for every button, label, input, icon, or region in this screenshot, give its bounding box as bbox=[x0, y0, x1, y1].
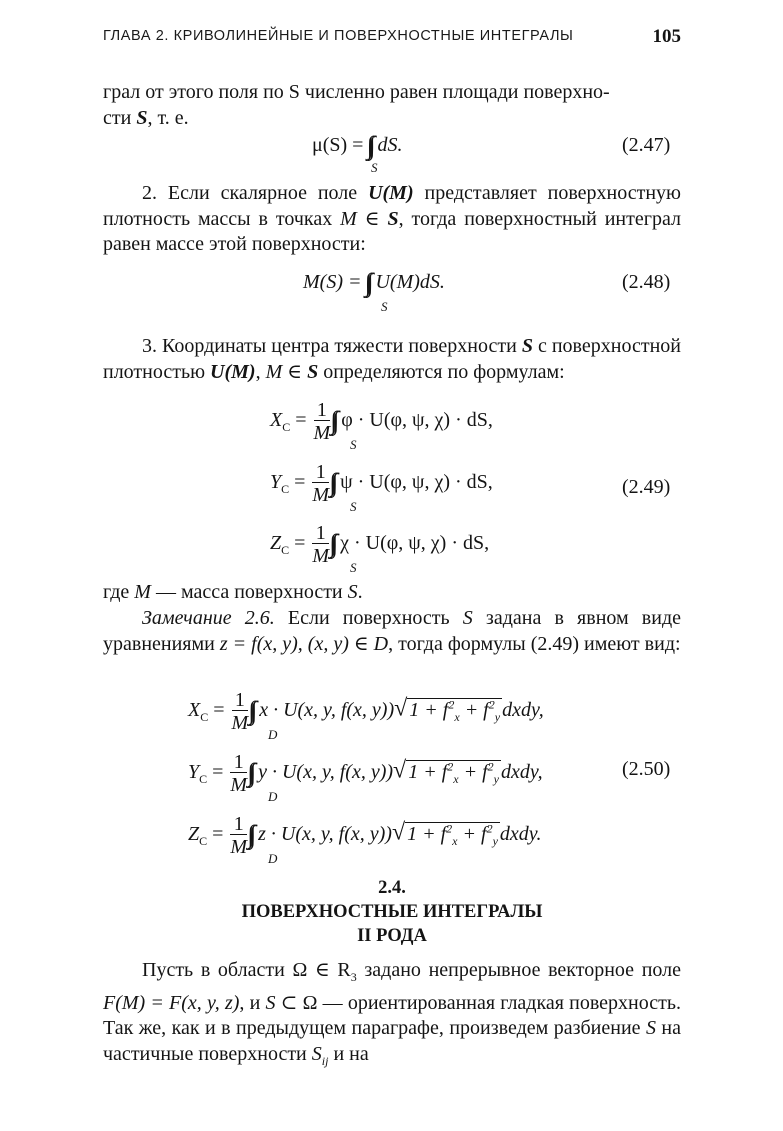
equation-2-50-xc: $X_C$ = $\frac{1}{M}$ x · U(x, y, f(x, y))√ $1 + f^2_x + f^2_y$ dxdy, bbox=[188, 689, 544, 734]
math-symbol: M bbox=[340, 207, 357, 230]
fraction-denominator: M bbox=[231, 712, 249, 734]
subscript: C bbox=[199, 834, 208, 849]
fraction-denominator: M bbox=[312, 545, 330, 567]
subscript: C bbox=[281, 543, 290, 558]
text-fragment: сти bbox=[103, 106, 137, 129]
section-heading bbox=[103, 876, 681, 948]
text-fragment: определяются по формулам: bbox=[318, 360, 565, 383]
inline-equation: F(M) = F(x, y, z) bbox=[103, 991, 240, 1014]
subscript: C bbox=[200, 710, 209, 725]
equation-lhs: Y bbox=[188, 761, 200, 784]
equation-number: (2.50) bbox=[622, 758, 671, 780]
math-symbol: S bbox=[311, 1042, 322, 1065]
radicand-text: 1 + f bbox=[407, 823, 447, 846]
square-root bbox=[393, 754, 501, 791]
equation-lhs: Z bbox=[188, 823, 200, 846]
fraction-numerator: 1 bbox=[312, 462, 329, 483]
paragraph-where bbox=[103, 580, 681, 606]
equation-tail: dxdy, bbox=[500, 761, 543, 784]
radicand-text: + f bbox=[457, 823, 487, 846]
paragraph-intro bbox=[103, 80, 681, 131]
math-symbol: S bbox=[462, 607, 473, 629]
equation-lhs: μ(S) = bbox=[312, 134, 369, 156]
equation-number: (2.49) bbox=[622, 476, 671, 498]
equation-2-49-yc: $Y_C$ = $\frac{1}{M}$ ψ · U(φ, ψ, χ) · dS, bbox=[270, 461, 493, 506]
integral-domain: S bbox=[350, 437, 357, 452]
superscript: 2 bbox=[447, 759, 454, 774]
integral-domain: D bbox=[268, 789, 278, 804]
radical-sign: √ bbox=[391, 820, 406, 847]
equation-number: (2.47) bbox=[622, 134, 671, 156]
math-symbol: M bbox=[134, 581, 151, 603]
integral-domain: D bbox=[268, 851, 278, 866]
fraction-numerator: 1 bbox=[314, 400, 331, 421]
radical-sign: √ bbox=[394, 696, 408, 723]
fraction bbox=[312, 523, 329, 566]
double-integral-sign bbox=[249, 758, 258, 787]
subscript: x bbox=[453, 772, 459, 787]
text-fragment: , т. е. bbox=[147, 106, 189, 129]
text-fragment: Пусть в области bbox=[142, 959, 293, 981]
fraction bbox=[232, 690, 249, 733]
paragraph-second-kind bbox=[103, 958, 681, 1074]
double-integral-sign bbox=[331, 468, 340, 497]
math-symbol: S bbox=[521, 335, 533, 357]
radicand bbox=[407, 697, 502, 725]
paragraph-mass bbox=[103, 181, 681, 258]
section-title: ПОВЕРХНОСТНЫЕ ИНТЕГРАЛЫ bbox=[241, 902, 543, 922]
equation-2-47 bbox=[312, 133, 402, 158]
equation-2-50-yc: $Y_C$ = $\frac{1}{M}$ y · U(x, y, f(x, y))√ $1 + f^2_x + f^2_y$ dxdy, bbox=[188, 751, 543, 796]
math-symbol: ⊂ Ω bbox=[275, 991, 318, 1014]
superscript: 2 bbox=[486, 821, 493, 836]
text-fragment: представляет поверхностную плотность массы в точках bbox=[103, 182, 682, 230]
superscript: 2 bbox=[487, 759, 494, 774]
radicand-text: 1 + f bbox=[409, 699, 449, 722]
text-fragment: на частичные поверхности bbox=[103, 1017, 681, 1065]
math-symbol: S bbox=[387, 207, 399, 230]
math-symbol: S bbox=[347, 581, 358, 603]
fraction-numerator: 1 bbox=[230, 752, 247, 773]
radicand-text: 1 + f bbox=[408, 761, 448, 784]
fraction-numerator: 1 bbox=[230, 814, 247, 835]
fraction-denominator: M bbox=[230, 774, 248, 796]
page-header bbox=[103, 26, 681, 50]
superscript: 2 bbox=[488, 697, 495, 712]
text-fragment: . bbox=[357, 581, 363, 603]
text-fragment: — масса поверхности bbox=[150, 581, 348, 603]
double-integral-sign bbox=[250, 696, 259, 725]
subscript: C bbox=[281, 482, 290, 497]
equation-body: · U(x, y, f(x, y)) bbox=[268, 699, 395, 722]
equation-2-50-zc: $Z_C$ = $\frac{1}{M}$ z · U(x, y, f(x, y))√ $1 + f^2_x + f^2_y$ dxdy. bbox=[188, 813, 542, 858]
equation-tail: dxdy, bbox=[502, 699, 544, 722]
remark-label: Замечание 2.6. bbox=[142, 607, 275, 629]
equation-lhs: Y bbox=[270, 471, 282, 494]
equation-body: φ · U(φ, ψ, χ) · dS, bbox=[341, 409, 493, 432]
subscript: ij bbox=[321, 1053, 329, 1068]
math-symbol: M bbox=[265, 360, 283, 383]
math-symbol: x bbox=[259, 699, 269, 722]
integral-domain: S bbox=[350, 499, 357, 514]
equation-body: · U(x, y, f(x, y)) bbox=[265, 823, 392, 846]
fraction bbox=[314, 400, 331, 443]
fraction bbox=[312, 462, 329, 505]
equation-tail: dxdy. bbox=[499, 823, 542, 846]
math-symbol: Ω ∈ R bbox=[292, 959, 351, 981]
equation-body: U(M)dS. bbox=[375, 271, 445, 293]
text-fragment: Если поверхность bbox=[274, 607, 463, 629]
subscript: y bbox=[493, 772, 499, 787]
integral-domain: D bbox=[268, 727, 278, 742]
fraction bbox=[230, 752, 247, 795]
section-number: 2.4. bbox=[378, 878, 406, 898]
fraction-denominator: M bbox=[312, 484, 330, 506]
equation-lhs: M(S) = bbox=[303, 271, 367, 293]
equation-body: dS. bbox=[377, 134, 403, 156]
paragraph-center-of-mass bbox=[103, 334, 681, 385]
integral-domain: S bbox=[381, 299, 388, 314]
double-integral-sign bbox=[332, 406, 341, 435]
text-fragment: 3. Координаты центра тяжести поверхности bbox=[142, 335, 522, 357]
page-number: 105 bbox=[652, 26, 681, 47]
text-fragment: и на bbox=[328, 1042, 369, 1065]
math-symbol: S bbox=[265, 991, 276, 1014]
square-root bbox=[394, 692, 502, 729]
subscript: x bbox=[454, 710, 460, 725]
subscript: 3 bbox=[350, 970, 357, 984]
math-symbol: z bbox=[258, 823, 266, 846]
text-fragment: , bbox=[255, 360, 266, 383]
superscript: 2 bbox=[446, 821, 453, 836]
radicand-text: + f bbox=[459, 699, 489, 722]
math-symbol: y bbox=[258, 761, 267, 784]
paragraph-remark bbox=[103, 606, 681, 657]
equation-lhs: X bbox=[188, 699, 201, 722]
text-fragment: где bbox=[103, 581, 135, 603]
fraction-denominator: M bbox=[313, 422, 331, 444]
section-title: II РОДА bbox=[357, 926, 427, 946]
fraction-denominator: M bbox=[230, 836, 248, 858]
text-fragment: , и bbox=[239, 991, 266, 1014]
equation-2-49-zc: $Z_C$ = $\frac{1}{M}$ χ · U(φ, ψ, χ) · dS, bbox=[270, 522, 490, 567]
radicand bbox=[405, 821, 500, 849]
equation-body: χ · U(φ, ψ, χ) · dS, bbox=[340, 532, 490, 555]
equation-2-48 bbox=[303, 270, 445, 295]
equation-number: (2.48) bbox=[622, 271, 671, 293]
math-symbol: U(M) bbox=[368, 182, 414, 204]
math-symbol: S bbox=[645, 1017, 656, 1039]
equation-2-49-xc: $X_C$ = $\frac{1}{M}$ φ · U(φ, ψ, χ) · dS, bbox=[270, 399, 493, 444]
radical-sign: √ bbox=[393, 758, 407, 785]
subscript: y bbox=[492, 834, 498, 849]
text-fragment: , тогда поверхностный интеграл равен массе этой поверхности: bbox=[103, 207, 681, 255]
text-fragment: с поверхностной плотностью bbox=[103, 335, 681, 383]
subscript: x bbox=[452, 834, 458, 849]
math-symbol: ∈ bbox=[356, 207, 388, 230]
equation-body: · U(x, y, f(x, y)) bbox=[266, 761, 394, 784]
text-fragment: задана в явном виде уравнениями bbox=[103, 607, 682, 655]
fraction bbox=[230, 814, 247, 857]
math-symbol: S bbox=[307, 360, 319, 383]
subscript: C bbox=[199, 772, 208, 787]
radicand bbox=[406, 759, 501, 787]
equation-lhs: X bbox=[270, 409, 283, 432]
running-head: ГЛАВА 2. КРИВОЛИНЕЙНЫЕ И ПОВЕРХНОСТНЫЕ ИНТЕГРАЛЫ bbox=[103, 28, 574, 44]
radicand-text: + f bbox=[458, 761, 488, 784]
text-line: грал от этого поля по S численно равен площади поверхно- bbox=[103, 81, 610, 103]
square-root bbox=[392, 816, 500, 853]
double-integral-sign bbox=[249, 820, 258, 849]
math-symbol: ∈ bbox=[282, 360, 308, 383]
text-fragment: , тогда формулы (2.49) имеют вид: bbox=[388, 632, 681, 655]
math-symbol: U(M) bbox=[210, 360, 256, 383]
integral-domain: S bbox=[350, 560, 357, 575]
fraction-numerator: 1 bbox=[232, 690, 249, 711]
superscript: 2 bbox=[448, 697, 455, 712]
math-symbol: S bbox=[136, 106, 148, 129]
text-fragment: задано непрерывное векторное поле bbox=[356, 959, 681, 981]
equation-body: ψ · U(φ, ψ, χ) · dS, bbox=[340, 471, 493, 494]
subscript: y bbox=[494, 710, 501, 725]
double-integral-sign bbox=[331, 529, 340, 558]
equation-lhs: Z bbox=[270, 532, 282, 555]
integral-domain: S bbox=[371, 160, 378, 175]
text-fragment: — ориентированная гладкая поверхность. Так же, как и в предыдущем параграфе, произведем разбиение bbox=[103, 991, 681, 1039]
inline-equation: z = f(x, y), (x, y) ∈ D bbox=[219, 632, 389, 655]
subscript: C bbox=[282, 420, 291, 435]
text-fragment: 2. Если скалярное поле bbox=[142, 182, 369, 204]
fraction-numerator: 1 bbox=[312, 523, 329, 544]
